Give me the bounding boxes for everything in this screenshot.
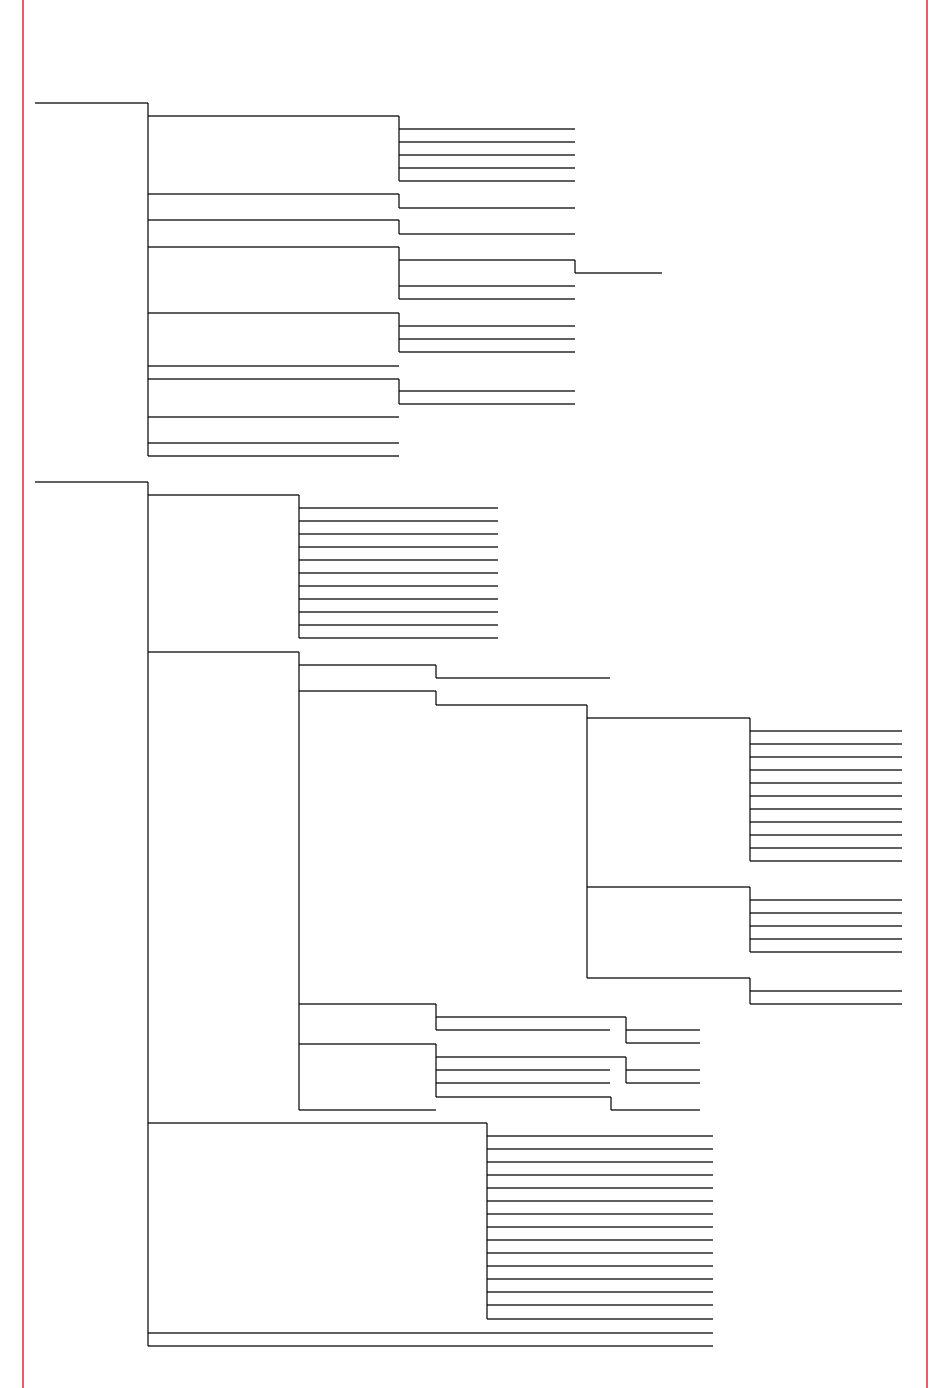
tree-2	[35, 482, 902, 1346]
tree-1	[35, 103, 662, 456]
